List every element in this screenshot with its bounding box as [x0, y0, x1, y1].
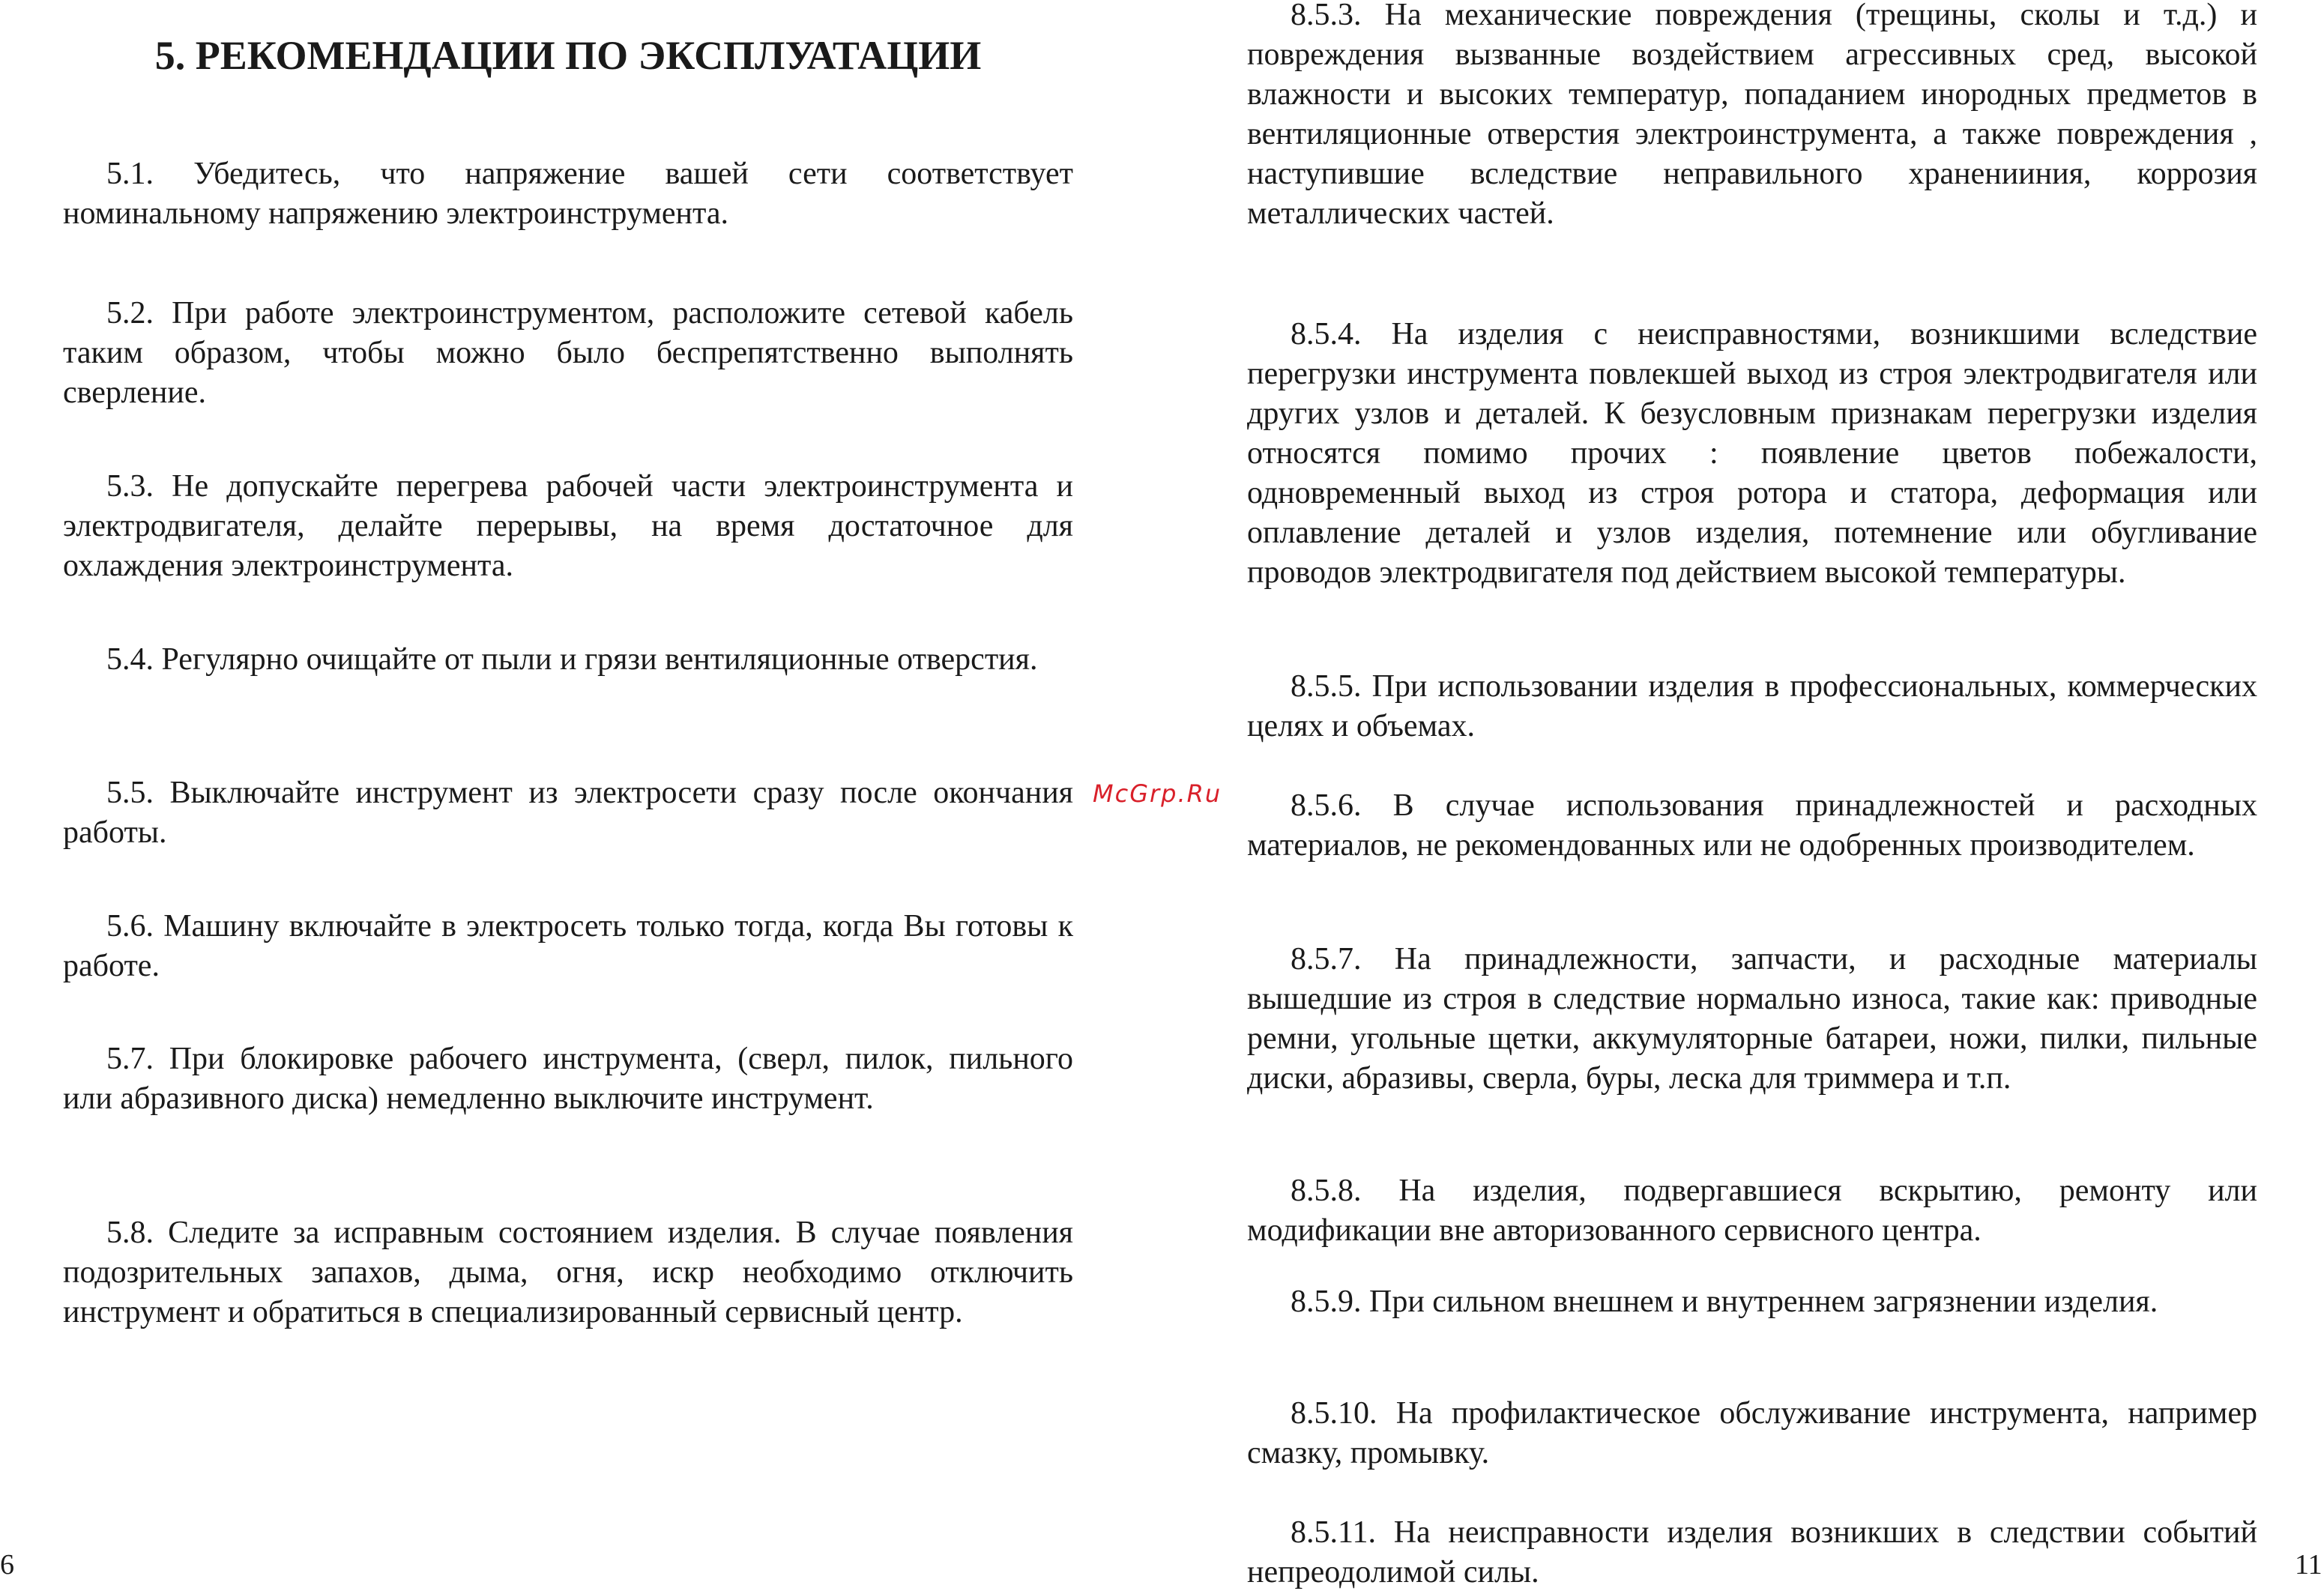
page-number-right: 11	[2295, 1549, 2323, 1581]
paragraph-8-5-11: 8.5.11. На неисправности изделия возникших в следствии событий непреодолимой силы.	[1247, 1515, 2257, 1590]
paragraph-8-5-8: 8.5.8. На изделия, подвергавшиеся вскрытию, ремонту или модификации вне авторизованного сервисного центра.	[1247, 1174, 2257, 1248]
paragraph-8-5-3: 8.5.3. На механические повреждения (трещины, сколы и т.д.) и повреждения вызванные воздействием агрессивных сред, высокой влажности и высоких температур, попаданием инородных предметов в вентиляционные отверстия электроинструмента, а также повреждения , наступившие вследствие неправильного храненииния, коррозия металлических частей.	[1247, 0, 2257, 231]
left-page	[0, 0, 1073, 1594]
paragraph-5-1: 5.1. Убедитесь, что напряжение вашей сети соответствует номинальному напряжению электроинструмента.	[63, 157, 1073, 231]
paragraph-8-5-4: 8.5.4. На изделия с неисправностями, возникшими вследствие перегрузки инструмента повлекшей выход из строя электродвигателя или других узлов и деталей. К безусловным признакам перегрузки изделия относятся помимо прочих : появление цветов побежалости, одновременный выход из строя ротора и статора, деформация или оплавление деталей и узлов изделия, потемнение или обугливание проводов электродвигателя под действием высокой температуры.	[1247, 317, 2257, 590]
paragraph-5-3: 5.3. Не допускайте перегрева рабочей части электроинструмента и электродвигателя, делайте перерывы, на время достаточное для охлаждения электроинструмента.	[63, 469, 1073, 583]
paragraph-8-5-6: 8.5.6. В случае использования принадлежностей и расходных материалов, не рекомендованных или не одобренных производителем.	[1247, 788, 2257, 863]
page-number-left: 6	[0, 1549, 14, 1581]
section-title: 5. РЕКОМЕНДАЦИИ ПО ЭКСПЛУАТАЦИИ	[154, 33, 982, 78]
paragraph-8-5-7: 8.5.7. На принадлежности, запчасти, и расходные материалы вышедшие из строя в следствие нормально износа, такие как: приводные ремни, угольные щетки, аккумуляторные батареи, ножи, пилки, пильные диски, абразивы, сверла, буры, леска для триммера и т.п.	[1247, 942, 2257, 1096]
paragraph-8-5-9: 8.5.9. При сильном внешнем и внутреннем загрязнении изделия.	[1291, 1284, 2158, 1319]
paragraph-8-5-5: 8.5.5. При использовании изделия в профессиональных, коммерческих целях и объемах.	[1247, 669, 2257, 743]
paragraph-8-5-10: 8.5.10. На профилактическое обслуживание инструмента, например смазку, промывку.	[1247, 1396, 2257, 1470]
right-page	[1247, 0, 2257, 1594]
watermark-link[interactable]: McGrp.Ru	[1093, 779, 1222, 808]
paragraph-5-6: 5.6. Машину включайте в электросеть только тогда, когда Вы готовы к работе.	[63, 909, 1073, 983]
paragraph-5-8: 5.8. Следите за исправным состоянием изделия. В случае появления подозрительных запахов, дыма, огня, искр необходимо отключить инструмент и обратиться в специализированный сервисный центр.	[63, 1216, 1073, 1329]
paragraph-5-7: 5.7. При блокировке рабочего инструмента, (сверл, пилок, пильного или абразивного диска) немедленно выключите инструмент.	[63, 1042, 1073, 1116]
paragraph-5-5: 5.5. Выключайте инструмент из электросети сразу после окончания работы.	[63, 776, 1073, 850]
paragraph-5-2: 5.2. При работе электроинструментом, расположите сетевой кабель таким образом, чтобы можно было беспрепятственно выполнять сверление.	[63, 296, 1073, 410]
paragraph-5-4: 5.4. Регулярно очищайте от пыли и грязи вентиляционные отверстия.	[106, 642, 1038, 677]
